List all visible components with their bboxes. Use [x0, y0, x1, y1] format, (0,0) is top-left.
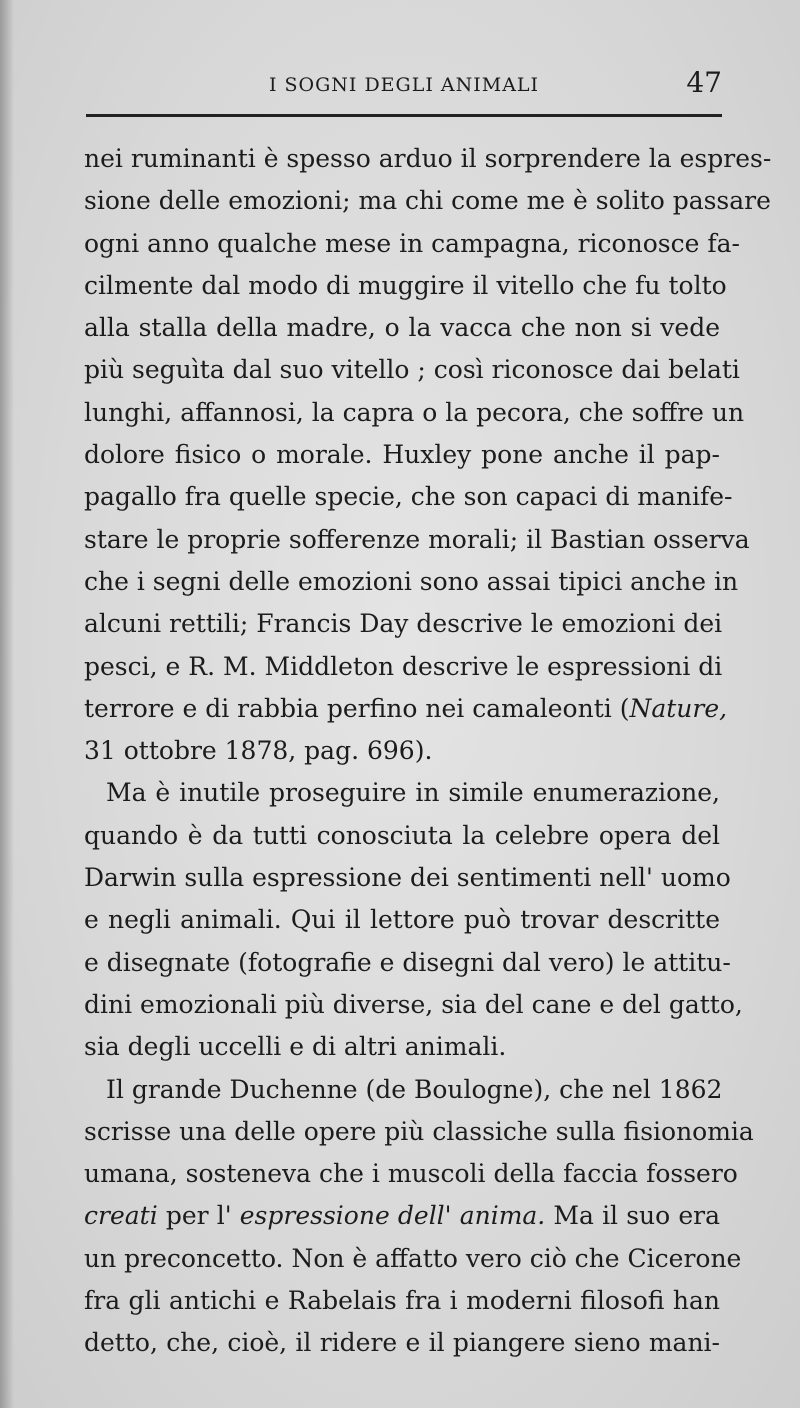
text-line: un preconcetto. Non è affatto vero ciò che Cicerone [84, 1243, 742, 1273]
text-line: Darwin sulla espressione dei sentimenti nell' uomo [84, 863, 731, 893]
italic-espressione: espressione dell' anima. [239, 1201, 546, 1231]
page-number: 47 [686, 66, 722, 99]
running-head [86, 64, 722, 104]
text-line: che i segni delle emozioni sono assai tipici anche in [84, 566, 739, 596]
italic-creati: creati [84, 1201, 158, 1231]
text-line: 31 ottobre 1878, pag. 696). [84, 736, 433, 766]
text-line: pagallo fra quelle specie, che son capaci di manife- [84, 482, 733, 512]
text-line: nei ruminanti è spesso arduo il sorprendere la espres- [84, 144, 772, 173]
spine-shadow [0, 0, 14, 1408]
text-line: dolore fisico o morale. Huxley pone anche il pap- [84, 440, 720, 470]
text-line: alcuni rettili; Francis Day descrive le emozioni dei [84, 609, 723, 639]
text-line: alla stalla della madre, o la vacca che non si vede [84, 313, 720, 343]
text-segment: Ma il suo era [545, 1201, 720, 1231]
text-line [84, 688, 728, 730]
body-text [84, 138, 772, 1365]
text-line: detto, che, cioè, il ridere e il piangere sieno mani- [84, 1328, 720, 1358]
text-line: e disegnate (fotografie e disegni dal vero) le attitu- [84, 947, 731, 977]
citation-nature: Nature, [629, 693, 728, 723]
text-line: Ma è inutile proseguire in simile enumerazione, [106, 778, 720, 808]
text-line: più seguìta dal suo vitello ; così riconosce dai belati [84, 355, 740, 385]
text-line: umana, sosteneva che i muscoli della faccia fossero [84, 1159, 738, 1189]
header-rule [86, 114, 722, 117]
text-segment: terrore e di rabbia perfino nei camaleonti ( [84, 693, 630, 723]
text-line: lunghi, affannosi, la capra o la pecora, che soffre un [84, 397, 745, 427]
text-line: ogni anno qualche mese in campagna, riconosce fa- [84, 228, 740, 258]
text-line: pesci, e R. M. Middleton descrive le espressioni di [84, 651, 723, 681]
text-line: cilmente dal modo di muggire il vitello che fu tolto [84, 270, 727, 300]
text-line: quando è da tutti conosciuta la celebre opera del [84, 820, 720, 850]
text-line: stare le proprie sofferenze morali; il Bastian osserva [84, 524, 750, 554]
text-line: sione delle emozioni; ma chi come me è solito passare [84, 186, 771, 216]
text-line: fra gli antichi e Rabelais fra i moderni filosofi han [84, 1286, 720, 1316]
text-line: e negli animali. Qui il lettore può trovar descritte [84, 905, 720, 935]
text-line: scrisse una delle opere più classiche sulla fisionomia [84, 1116, 754, 1146]
text-line [84, 1195, 720, 1237]
text-line: sia degli uccelli e di altri animali. [84, 1032, 507, 1062]
text-line: dini emozionali più diverse, sia del cane e del gatto, [84, 989, 743, 1019]
text-line: Il grande Duchenne (de Boulogne), che nel 1862 [106, 1074, 723, 1104]
running-title: I SOGNI DEGLI ANIMALI [268, 74, 540, 96]
text-segment: per l' [157, 1201, 240, 1231]
